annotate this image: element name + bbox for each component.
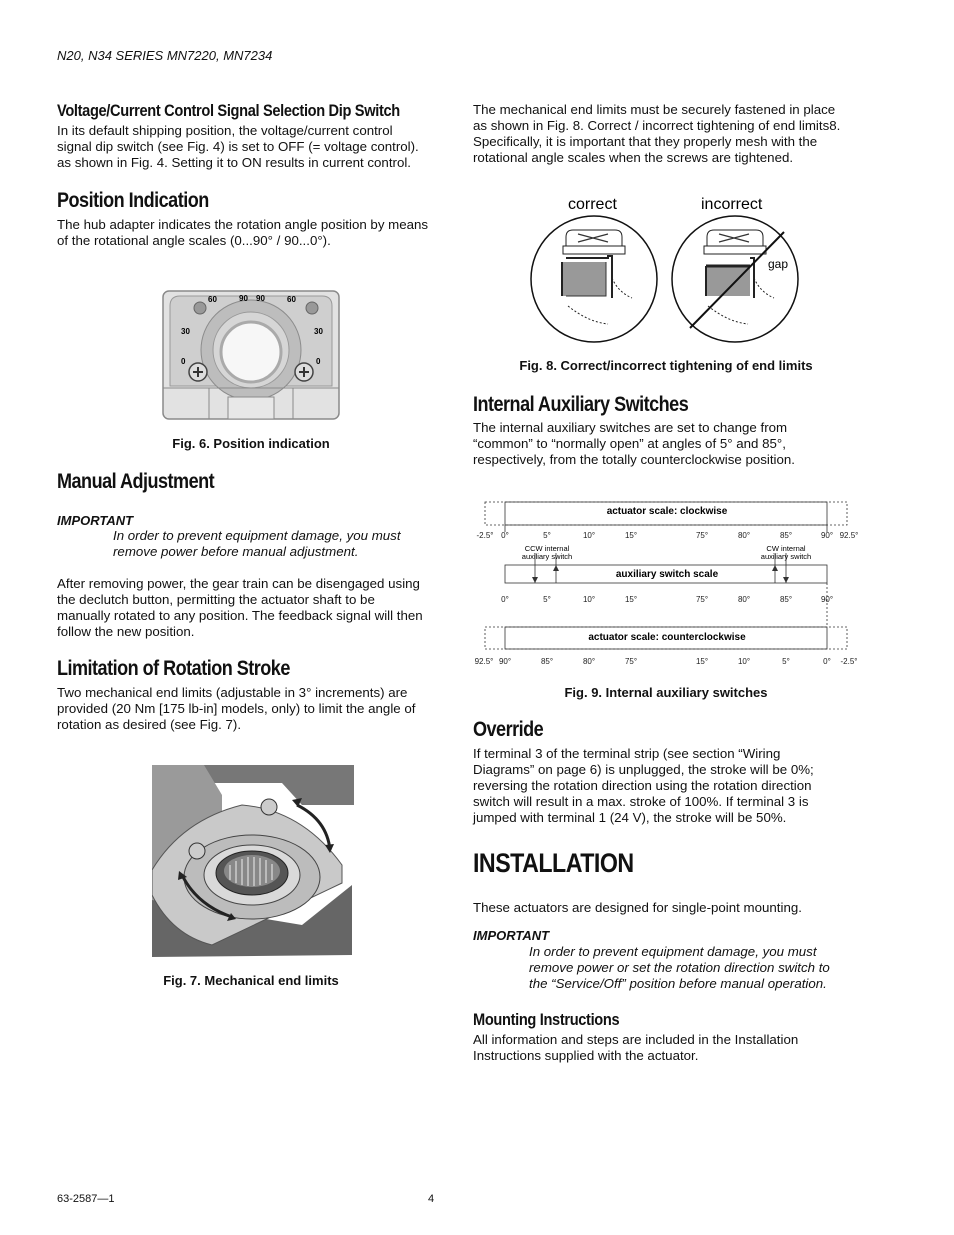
manual-adjustment-text [57,576,445,640]
aux-switch-scale-label: auxiliary switch scale [615,569,719,580]
tick-label: -2.5° [476,531,494,540]
page-number: 4 [428,1193,435,1205]
dip-switch-heading: Voltage/Current Control Signal Selection Dip Switch [57,101,400,120]
tick-label: 75° [695,595,709,604]
text-line: follow the new position. [57,624,195,639]
tick-label: 5° [782,657,790,666]
incorrect-label: incorrect [701,196,763,213]
ccw-switch-label: CCW internal [524,544,570,553]
tick-label: 85° [540,657,554,666]
important-text [113,528,443,560]
override-heading: Override [473,718,544,741]
text-line: remove power or set the rotation direction switch to [529,960,830,975]
end-limits-tightening-figure [528,190,818,345]
tick-label: 80° [737,595,751,604]
tick-label: 0° [501,595,509,604]
text-line: rotation as desired (see Fig. 7). [57,717,242,732]
tick-label: 15° [695,657,709,666]
tick-label: 0° [501,531,509,540]
text-line: Two mechanical end limits (adjustable in 3° increments) are [57,685,408,700]
text-line: After removing power, the gear train can be disengaged using [57,576,420,591]
aux-switches-heading: Internal Auxiliary Switches [473,393,689,416]
text-line: Diagrams” on page 6) is unplugged, the stroke will be 0%; [473,762,814,777]
scale-label: 0 [316,357,321,366]
cw-switch-label: auxiliary switch [760,552,812,561]
installation-heading: INSTALLATION [473,848,634,878]
important-label: IMPORTANT [57,513,134,528]
text-line: The hub adapter indicates the rotation angle position by means [57,217,429,232]
correct-label: correct [568,196,617,213]
limitation-heading: Limitation of Rotation Stroke [57,657,290,680]
tick-label: 5° [543,595,551,604]
text-line: The mechanical end limits must be securely fastened in place [473,102,836,117]
text-line: jumped with terminal 1 (24 V), the stroke will be 50%. [473,810,787,825]
scale-label: 90 [256,294,265,303]
scale-label: 0 [181,357,186,366]
tick-label: 0° [823,657,831,666]
tick-label: 75° [624,657,638,666]
important-label: IMPORTANT [473,928,550,943]
scale-label: 60 [208,295,217,304]
tick-label: 92.5° [839,531,859,540]
position-indication-text [57,217,445,249]
scale-label: 30 [181,327,190,336]
scale-label: 90 [239,294,248,303]
clockwise-scale-label: actuator scale: clockwise [606,506,728,517]
limitation-text [57,685,445,733]
tick-label: 15° [624,595,638,604]
end-limits-text [473,102,873,166]
text-line: “common” to “normally open” at angles of 5° and 85°, [473,436,786,451]
text-line: remove power before manual adjustment. [113,544,359,559]
text-line: All information and steps are included in the Installation [473,1032,799,1047]
position-indication-heading: Position Indication [57,189,209,212]
tick-label: 80° [582,657,596,666]
aux-switch-scales-figure [470,495,865,675]
scale-label: 60 [287,295,296,304]
tick-label: 85° [779,595,793,604]
text-line: switch will result in a max. stroke of 100%. If terminal 3 is [473,794,809,809]
fig7-caption: Fig. 7. Mechanical end limits [163,973,339,988]
tick-label: 80° [737,531,751,540]
fig9-caption: Fig. 9. Internal auxiliary switches [564,685,768,700]
text-line: In order to prevent equipment damage, you must [113,528,401,543]
manual-adjustment-heading: Manual Adjustment [57,470,215,493]
counterclockwise-scale-label: actuator scale: counterclockwise [588,632,746,643]
scale-label: 30 [314,327,323,336]
fig8-caption: Fig. 8. Correct/incorrect tightening of end limits [519,358,813,373]
text-line: as shown in Fig. 4. Setting it to ON results in current control. [57,155,411,170]
text-line: The internal auxiliary switches are set to change from [473,420,788,435]
mechanical-end-limits-figure [152,765,354,957]
text-line: Instructions supplied with the actuator. [473,1048,699,1063]
text-line: provided (20 Nm [175 lb-in] models, only) to limit the angle of [57,701,416,716]
tick-label: 10° [737,657,751,666]
text-line: of the rotational angle scales (0...90° / 90...0°). [57,233,331,248]
fig6-caption: Fig. 6. Position indication [172,436,330,451]
tick-label: 92.5° [474,657,494,666]
text-line: If terminal 3 of the terminal strip (see section “Wiring [473,746,781,761]
tick-label: 15° [624,531,638,540]
override-text [473,746,873,826]
text-line: signal dip switch (see Fig. 4) is set to OFF (= voltage control). [57,139,419,154]
text-line: In order to prevent equipment damage, you must [529,944,817,959]
page-header: N20, N34 SERIES MN7220, MN7234 [57,48,273,63]
doc-number: 63-2587—1 [57,1193,115,1205]
tick-label: 75° [695,531,709,540]
text-line: manually rotated to any position. The feedback signal will then [57,608,423,623]
text-line: respectively, from the totally counterclockwise position. [473,452,795,467]
text-line: Specifically, it is important that they properly mesh with the [473,134,818,149]
gap-label: gap [768,257,789,271]
mounting-instructions-heading: Mounting Instructions [473,1010,620,1029]
tick-label: 10° [582,595,596,604]
text-line: In its default shipping position, the voltage/current control [57,123,393,138]
tick-label: 85° [779,531,793,540]
tick-label: 5° [543,531,551,540]
installation-intro: These actuators are designed for single-point mounting. [473,900,802,915]
text-line: the declutch button, permitting the actuator shaft to be [57,592,375,607]
dip-switch-text [57,123,445,171]
aux-switches-text [473,420,873,468]
ccw-switch-label: auxiliary switch [521,552,573,561]
text-line: rotational angle scales when the screws are tightened. [473,150,794,165]
tick-label: 90° [498,657,512,666]
tick-label: 90° [820,531,834,540]
tick-label: -2.5° [840,657,858,666]
tick-label: 10° [582,531,596,540]
position-indication-figure [162,290,340,420]
cw-switch-label: CW internal [766,544,806,553]
text-line: the “Service/Off” position before manual operation. [529,976,827,991]
important-text [529,944,869,992]
mounting-instructions-text [473,1032,873,1064]
text-line: reversing the rotation direction using the rotation direction [473,778,812,793]
tick-label: 90° [820,595,834,604]
text-line: as shown in Fig. 8. Correct / incorrect tightening of end limits8. [473,118,841,133]
